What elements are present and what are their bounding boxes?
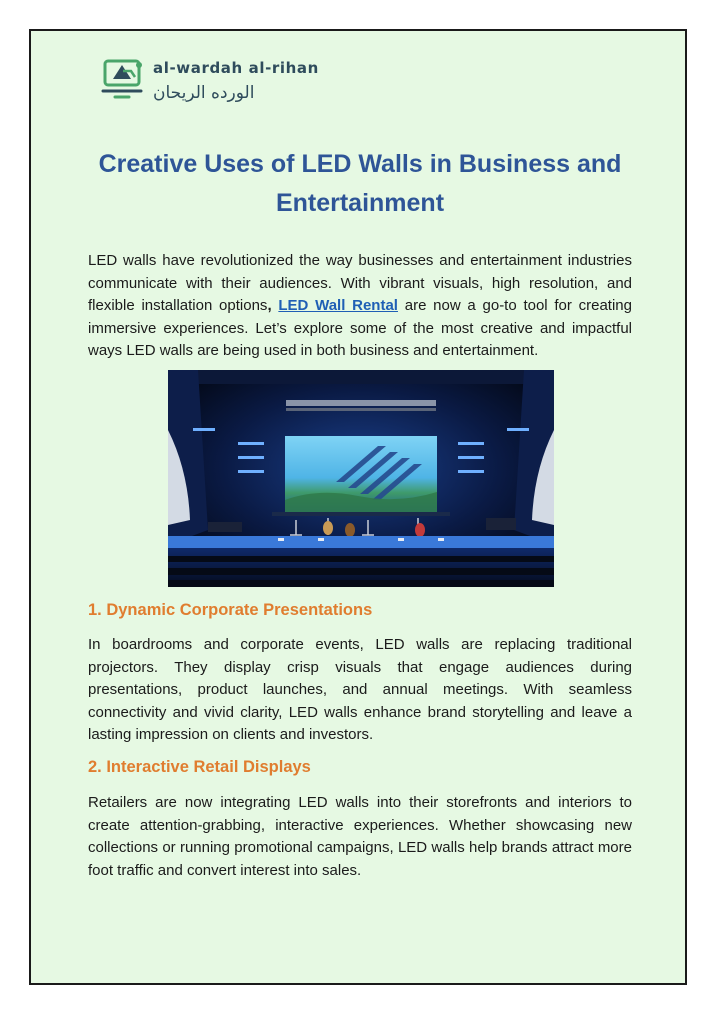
intro-text-before: LED walls have revolutionized the way businesses and entertainment industries communicate with their audiences. With vibrant visuals, high resolution, and flexible installation options [88, 252, 632, 315]
brand-name-arabic: الورده الريحان [153, 83, 255, 103]
section-paragraph: Retailers are now integrating LED walls into their storefronts and interiors to create attention-grabbing, interactive experiences. Whether showcasing new collections or running promotional campaigns, LED walls help brands attract more foot traffic and convert interest into sales. [88, 794, 632, 879]
section-heading: 1. Dynamic Corporate Presentations [88, 601, 373, 619]
article-title: Creative Uses of LED Walls in Business and Entertainment [98, 150, 622, 217]
section-paragraph: In boardrooms and corporate events, LED walls are replacing traditional projectors. They display crisp visuals that engage audiences during presentations, product launches, and annual meetings. With seamless connectivity and vivid clarity, LED walls enhance brand storytelling and leave a lasting impression on clients and investors. [88, 636, 632, 744]
section-heading: 2. Interactive Retail Displays [88, 758, 311, 776]
led-wall-rental-link[interactable]: LED Wall Rental [278, 297, 398, 315]
monitor-logo-icon [101, 57, 149, 103]
intro-comma: , [267, 297, 279, 315]
brand-name-english: al-wardah al-rihan [153, 59, 319, 77]
intro-text-after: are now a go-to tool for creating immersive experiences. Let’s explore some of the most creative and impactful ways LED walls are being used in both business and entertainment. [88, 297, 632, 360]
document-page [29, 29, 687, 985]
concert-stage-led-wall-image [168, 370, 554, 587]
brand-logo [101, 53, 341, 113]
intro-paragraph [88, 250, 632, 363]
